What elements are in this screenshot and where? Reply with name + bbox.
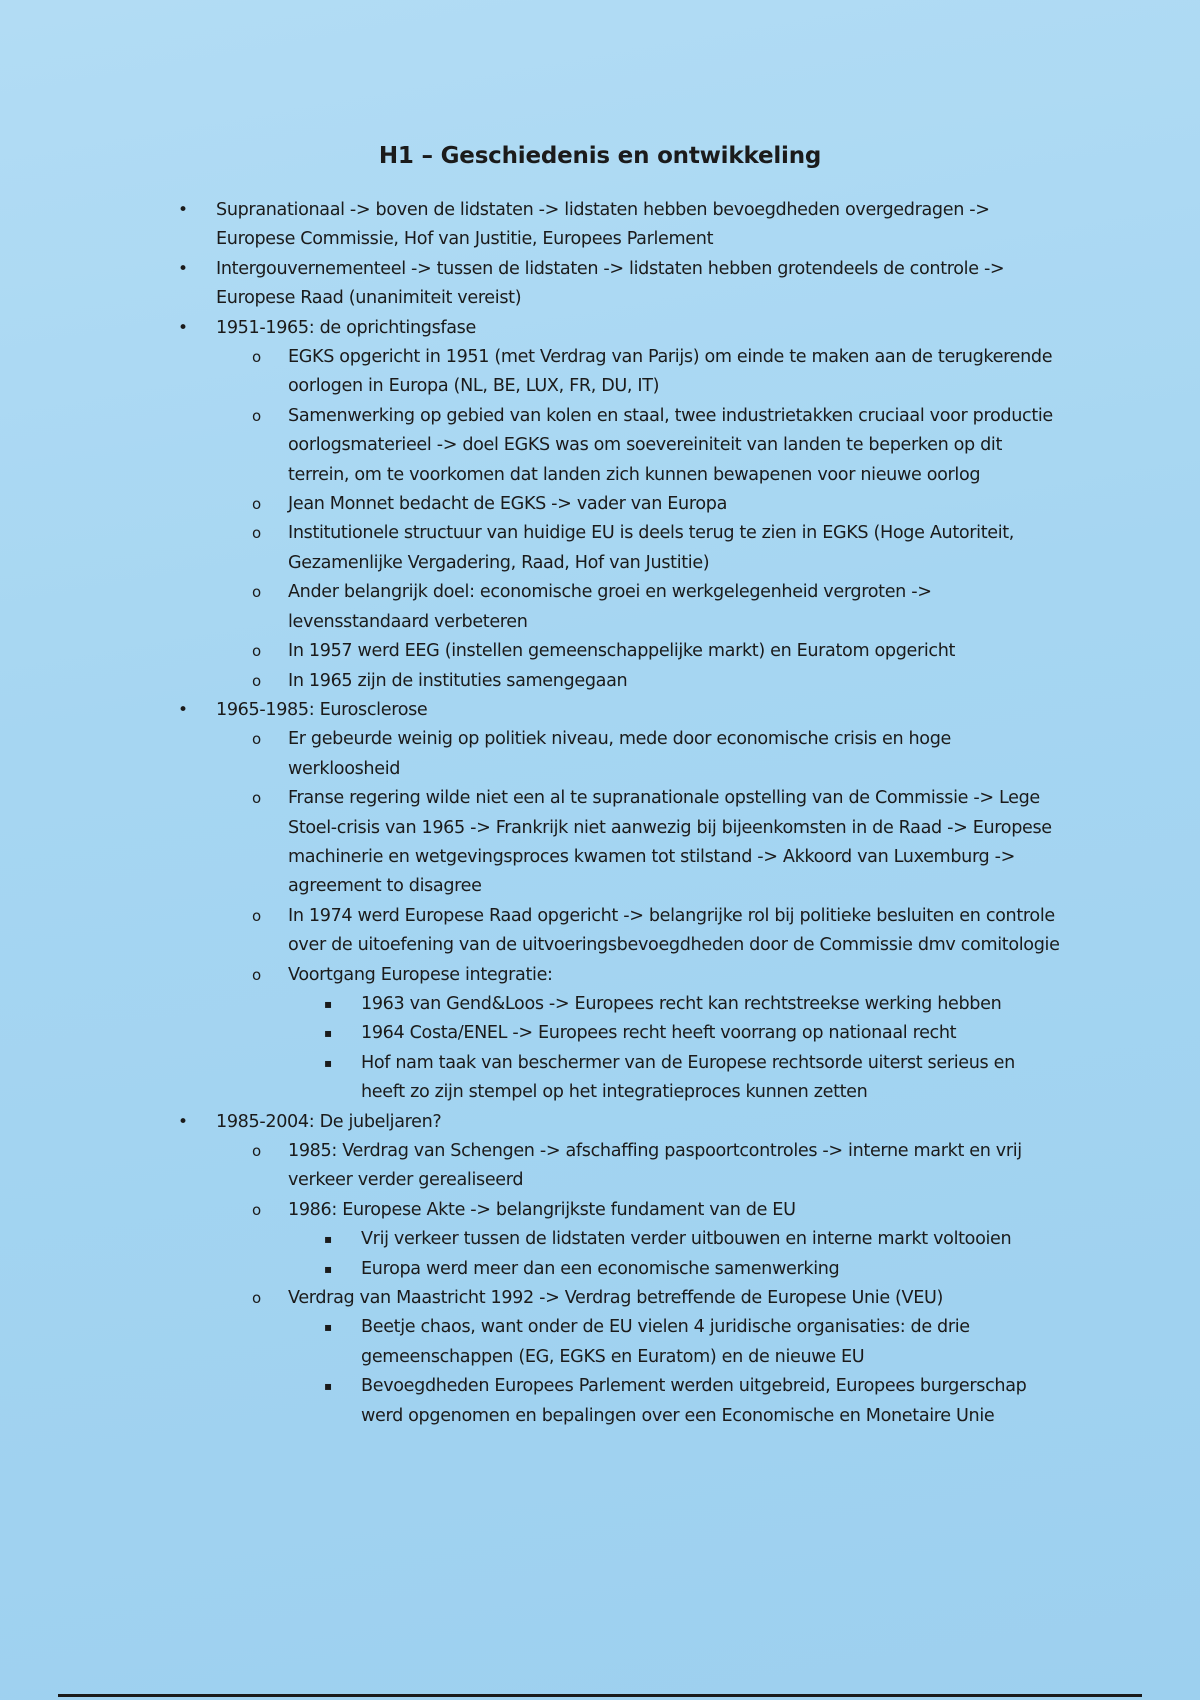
sub-sub-list-item-text: Bevoegdheden Europees Parlement werden uitgebreid, Europees burgerschap werd opgenomen en bepalingen over een Economische en Monetaire Unie (361, 1376, 1027, 1426)
bullet-square-icon: ▪ (324, 1320, 332, 1335)
list-item (0, 196, 1200, 255)
sub-sub-list-item (288, 1372, 1060, 1431)
sub-list-item (216, 490, 1060, 519)
sub-list-item (216, 902, 1060, 961)
sub-list (216, 343, 1060, 696)
sub-list-item (216, 343, 1060, 402)
bullet-circle-icon: o (252, 965, 261, 984)
bullet-square-icon: ▪ (324, 996, 332, 1011)
list-item-text: Intergouvernementeel -> tussen de lidstaten -> lidstaten hebben grotendeels de controle -> Europese Raad (unanimiteit vereist) (216, 258, 1005, 309)
bullet-dot-icon: • (178, 258, 188, 279)
bullet-dot-icon: • (178, 317, 188, 338)
list-item-text: 1985-2004: De jubeljaren? (216, 1111, 442, 1132)
sub-sub-list-item (288, 990, 1060, 1019)
bullet-square-icon: ▪ (324, 1232, 332, 1247)
sub-sub-list (288, 990, 1060, 1108)
sub-sub-list-item-text: Europa werd meer dan een economische samenwerking (361, 1258, 840, 1279)
bullet-square-icon: ▪ (324, 1261, 332, 1276)
sub-list-item (216, 667, 1060, 696)
sub-sub-list-item (288, 1255, 1060, 1284)
bullet-circle-icon: o (252, 1142, 261, 1160)
bullet-circle-icon: o (252, 583, 261, 602)
bullet-square-icon: ▪ (324, 1379, 332, 1394)
list-item (0, 696, 1200, 1108)
bullet-dot-icon: • (178, 699, 188, 720)
list-item (0, 1108, 1200, 1431)
sub-list-item (216, 1196, 1060, 1284)
sub-list-item-text: 1986: Europese Akte -> belangrijkste fundament van de EU (288, 1199, 796, 1220)
sub-list-item-text: EGKS opgericht in 1951 (met Verdrag van Parijs) om einde te maken aan de terugkerende oorlogen in Europa (NL, BE, LUX, FR, DU, IT) (288, 347, 1053, 397)
sub-list-item-text: Ander belangrijk doel: economische groei en werkgelegenheid vergroten -> levensstandaard verbeteren (288, 582, 932, 632)
sub-list-item-text: In 1957 werd EEG (instellen gemeenschappelijke markt) en Euratom opgericht (288, 641, 956, 662)
bullet-dot-icon: • (178, 1111, 188, 1132)
bullet-circle-icon: o (252, 1289, 261, 1308)
bullet-circle-icon: o (252, 406, 261, 425)
notes-content (0, 196, 1200, 1431)
sub-sub-list-item (288, 1019, 1060, 1048)
sub-list-item-text: Voortgang Europese integratie: (288, 964, 553, 985)
list-item (0, 255, 1200, 314)
sub-sub-list-item-text: 1963 van Gend&Loos -> Europees recht kan rechtstreekse werking hebben (361, 993, 1002, 1014)
sub-list-item-text: Franse regering wilde niet een al te supranationale opstelling van de Commissie -> Lege Stoel-crisis van 1965 -> Frankrijk niet aanwezig bij bijeenkomsten in de Raad -> Europese machinerie en wetgevingsproces kwamen tot stilstand -> Akkoord van Luxemburg -> agreement to disagree (288, 788, 1052, 897)
sub-list (216, 1137, 1060, 1431)
sub-list-item-text: In 1965 zijn de instituties samengegaan (288, 670, 628, 691)
list-item-text: Supranationaal -> boven de lidstaten -> lidstaten hebben bevoegdheden overgedragen -> Europese Commissie, Hof van Justitie, Europees Parlement (216, 200, 990, 250)
sub-list-item-text: Verdrag van Maastricht 1992 -> Verdrag betreffende de Europese Unie (VEU) (288, 1288, 944, 1309)
bullet-circle-icon: o (252, 1200, 261, 1219)
sub-list-item (216, 1284, 1060, 1431)
top-level-list (0, 196, 1200, 1431)
bullet-circle-icon: o (252, 906, 261, 925)
sub-sub-list (288, 1313, 1060, 1431)
sub-list-item (216, 1137, 1060, 1196)
sub-list-item (216, 402, 1060, 490)
sub-sub-list-item-text: 1964 Costa/ENEL -> Europees recht heeft voorrang op nationaal recht (361, 1023, 957, 1044)
sub-sub-list-item (288, 1313, 1060, 1372)
sub-list-item (216, 578, 1060, 637)
sub-sub-list-item (288, 1049, 1060, 1108)
footer-divider (58, 1694, 1142, 1697)
bullet-dot-icon: • (178, 200, 188, 220)
bullet-circle-icon: o (252, 730, 261, 749)
sub-sub-list-item-text: Hof nam taak van beschermer van de Europese rechtsorde uiterst serieus en heeft zo zijn stempel op het integratieproces kunnen zetten (361, 1052, 1015, 1103)
sub-list-item (216, 961, 1060, 1108)
sub-list-item-text: Samenwerking op gebied van kolen en staal, twee industrietakken cruciaal voor productie oorlogsmaterieel -> doel EGKS was om soevereiniteit van landen te beperken op dit terrein, om te voorkomen dat landen zich kunnen bewapenen voor nieuwe oorlog (288, 405, 1053, 485)
sub-list-item-text: Institutionele structuur van huidige EU is deels terug te zien in EGKS (Hoge Autoriteit, Gezamenlijke Vergadering, Raad, Hof van Justitie) (288, 523, 1015, 573)
sub-list-item (216, 784, 1060, 902)
sub-list-item-text: In 1974 werd Europese Raad opgericht -> belangrijke rol bij politieke besluiten en controle over de uitoefening van de uitvoeringsbevoegdheden door de Commissie dmv comitologie (288, 905, 1060, 956)
sub-list-item-text: Er gebeurde weinig op politiek niveau, mede door economische crisis en hoge werkloosheid (288, 729, 952, 779)
list-item-text: 1951-1965: de oprichtingsfase (216, 317, 476, 338)
page-title: H1 – Geschiedenis en ontwikkeling (378, 143, 822, 169)
bullet-circle-icon: o (252, 671, 261, 690)
bullet-square-icon: ▪ (324, 1026, 332, 1041)
bullet-circle-icon: o (252, 348, 261, 367)
sub-list-item (216, 519, 1060, 578)
bullet-circle-icon: o (252, 789, 261, 808)
bullet-circle-icon: o (252, 642, 261, 661)
list-item (0, 314, 1200, 696)
sub-list-item-text: Jean Monnet bedacht de EGKS -> vader van Europa (288, 494, 727, 515)
sub-sub-list-item-text: Beetje chaos, want onder de EU vielen 4 juridische organisaties: de drie gemeenschappen (EG, EGKS en Euratom) en de nieuwe EU (361, 1317, 970, 1367)
sub-list (216, 725, 1060, 1107)
sub-sub-list-item (288, 1225, 1060, 1254)
sub-list-item (216, 637, 1060, 666)
bullet-circle-icon: o (252, 495, 261, 514)
list-item-text: 1965-1985: Eurosclerose (216, 699, 428, 720)
bullet-circle-icon: o (252, 524, 261, 543)
sub-sub-list-item-text: Vrij verkeer tussen de lidstaten verder uitbouwen en interne markt voltooien (361, 1229, 1012, 1250)
sub-list-item-text: 1985: Verdrag van Schengen -> afschaffing paspoortcontroles -> interne markt en vrij verkeer verder gerealiseerd (288, 1141, 1022, 1191)
sub-list-item (216, 725, 1060, 784)
sub-sub-list (288, 1225, 1060, 1284)
bullet-square-icon: ▪ (324, 1055, 332, 1070)
